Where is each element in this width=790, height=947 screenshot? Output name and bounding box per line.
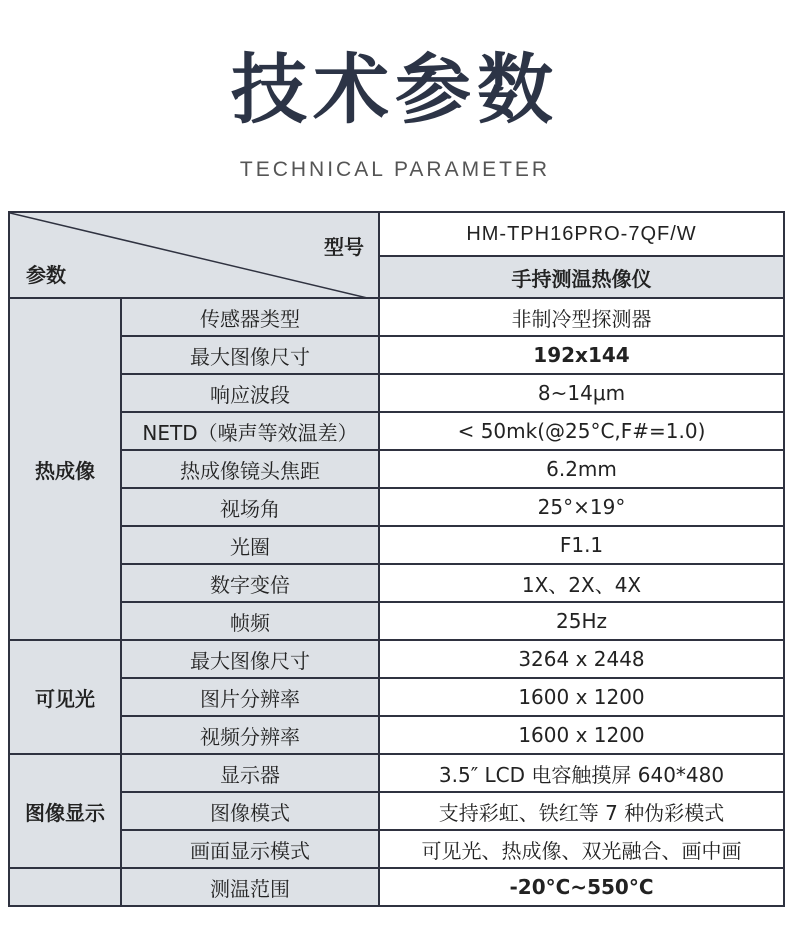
category-cell: 图像显示 — [9, 754, 121, 868]
param-value-highlight: 192x144 — [379, 336, 784, 374]
table-row — [9, 412, 784, 450]
table-row — [9, 830, 784, 868]
table-row — [9, 450, 784, 488]
param-name: 响应波段 — [121, 374, 379, 412]
table-row — [9, 716, 784, 754]
spec-table — [8, 211, 785, 907]
category-cell: 可见光 — [9, 640, 121, 754]
param-value: 可见光、热成像、双光融合、画中画 — [379, 830, 784, 868]
table-row — [9, 640, 784, 678]
param-value: F1.1 — [379, 526, 784, 564]
table-row — [9, 678, 784, 716]
param-value: 非制冷型探测器 — [379, 298, 784, 336]
page-subtitle: TECHNICAL PARAMETER — [239, 158, 551, 181]
param-value: 25Hz — [379, 602, 784, 640]
product-name: 手持测温热像仪 — [379, 256, 784, 298]
param-value: 3.5″ LCD 电容触摸屏 640*480 — [379, 754, 784, 792]
param-name: 图像模式 — [121, 792, 379, 830]
table-row — [9, 602, 784, 640]
param-value: 3264 x 2448 — [379, 640, 784, 678]
param-value: 1600 x 1200 — [379, 678, 784, 716]
param-name: 帧频 — [121, 602, 379, 640]
page-title: 技术参数 — [231, 45, 559, 134]
param-name: 视频分辨率 — [121, 716, 379, 754]
model-label: 型号 — [324, 235, 364, 259]
param-value-highlight: -20°C~550°C — [379, 868, 784, 906]
param-value: 支持彩虹、铁红等 7 种伪彩模式 — [379, 792, 784, 830]
param-name: 光圈 — [121, 526, 379, 564]
param-name: 传感器类型 — [121, 298, 379, 336]
param-value: 1600 x 1200 — [379, 716, 784, 754]
param-value: 6.2mm — [379, 450, 784, 488]
table-row — [9, 868, 784, 906]
table-row — [9, 336, 784, 374]
param-name: 最大图像尺寸 — [121, 640, 379, 678]
model-number: HM-TPH16PRO-7QF/W — [379, 212, 784, 256]
param-name: 热成像镜头焦距 — [121, 450, 379, 488]
table-row — [9, 374, 784, 412]
param-name: NETD（噪声等效温差） — [121, 412, 379, 450]
table-row — [9, 564, 784, 602]
param-name: 画面显示模式 — [121, 830, 379, 868]
table-row — [9, 298, 784, 336]
parameter-label: 参数 — [26, 263, 66, 287]
param-name: 最大图像尺寸 — [121, 336, 379, 374]
table-row — [9, 488, 784, 526]
table-row — [9, 526, 784, 564]
param-name: 视场角 — [121, 488, 379, 526]
table-row — [9, 754, 784, 792]
param-name: 图片分辨率 — [121, 678, 379, 716]
param-value: 25°×19° — [379, 488, 784, 526]
param-value: 8~14μm — [379, 374, 784, 412]
param-name: 显示器 — [121, 754, 379, 792]
param-name: 数字变倍 — [121, 564, 379, 602]
param-value: < 50mk(@25°C,F#=1.0) — [379, 412, 784, 450]
table-corner-header — [9, 212, 379, 298]
param-value: 1X、2X、4X — [379, 564, 784, 602]
param-name: 测温范围 — [121, 868, 379, 906]
category-cell: 热成像 — [9, 298, 121, 640]
table-row — [9, 792, 784, 830]
category-cell — [9, 868, 121, 906]
